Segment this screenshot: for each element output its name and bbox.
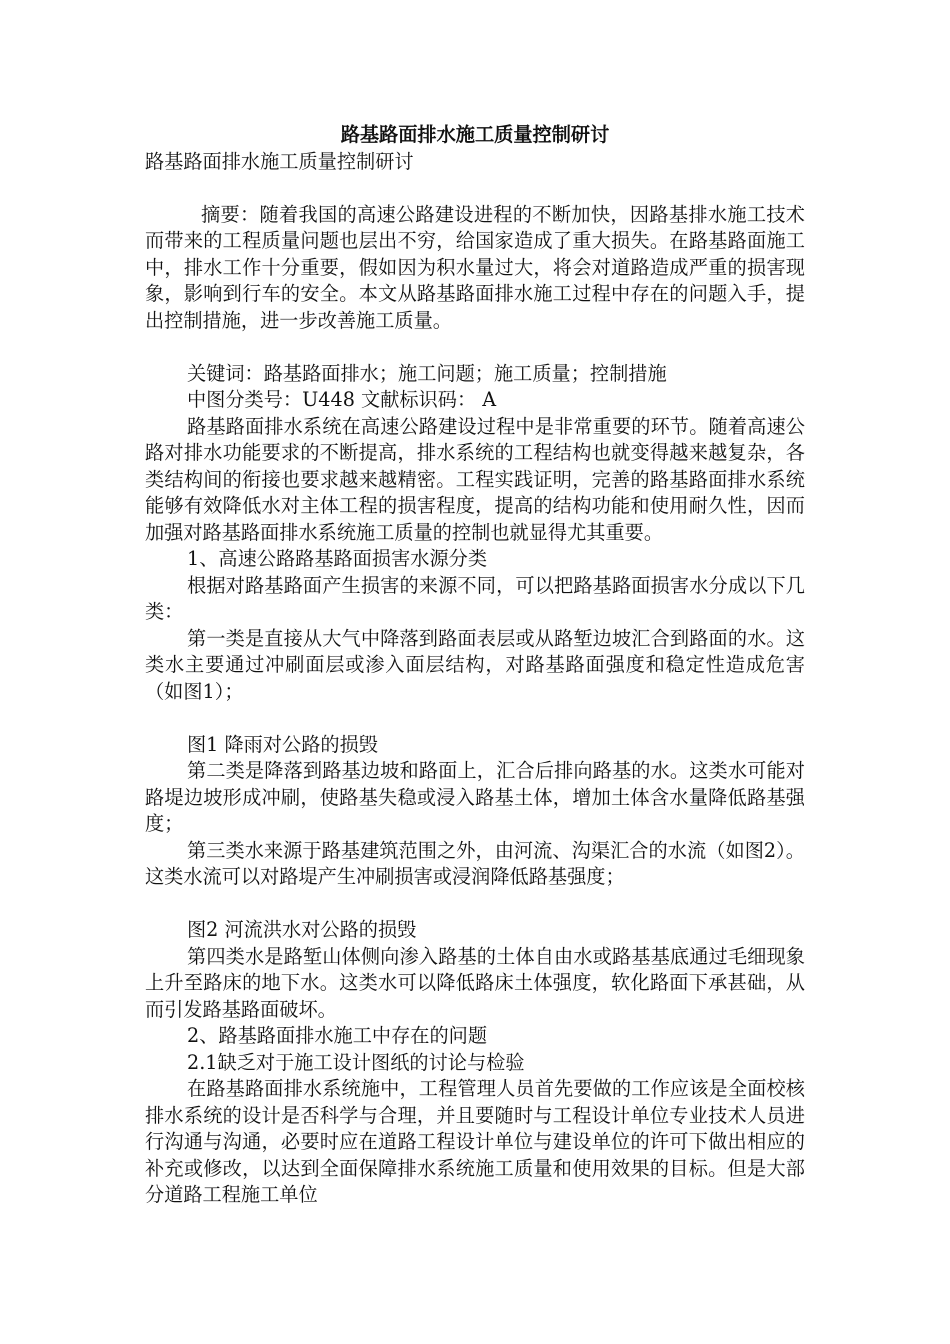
document-subtitle: 路基路面排水施工质量控制研讨: [145, 149, 414, 173]
blank-line: [145, 891, 805, 918]
abstract-paragraph: 摘要：随着我国的高速公路建设进程的不断加快，因路基排水施工技术而带来的工程质量问题也层出不穷，给国家造成了重大损失。在路基路面施工中，排水工作十分重要，假如因为积水量过大，将会对道路造成严重的损害现象，影响到行车的安全。本文从路基路面排水施工过程中存在的问题入手，提出控制措施，进一步改善施工质量。: [145, 202, 805, 332]
body-paragraph: 第二类是降落到路基边坡和路面上，汇合后排向路基的水。这类水可能对路堤边坡形成冲刷，使路基失稳或浸入路基土体，增加土体含水量降低路基强度；: [145, 759, 805, 835]
section-heading: 2、路基路面排水施工中存在的问题: [187, 1024, 488, 1047]
body-paragraph: 第一类是直接从大气中降落到路面表层或从路堑边坡汇合到路面的水。这类水主要通过冲刷面层或渗入面层结构，对路基路面强度和稳定性造成危害（如图1）；: [145, 626, 805, 703]
blank-line: [145, 705, 805, 732]
document-page: [145, 122, 805, 1209]
body-paragraph: 第四类水是路堑山体侧向渗入路基的土体自由水或路基基底通过毛细现象上升至路床的地下水。这类水可以降低路床土体强度，软化路面下承甚础，从而引发路基路面破坏。: [145, 944, 805, 1021]
classification-line: 中图分类号：U448 文献标识码： A: [187, 388, 497, 411]
blank-line: [145, 334, 805, 361]
section-heading: 1、高速公路路基路面损害水源分类: [187, 547, 488, 570]
keywords-line: 关键词：路基路面排水；施工问题；施工质量；控制措施: [187, 361, 667, 385]
body-paragraph: 在路基路面排水系统施中，工程管理人员首先要做的工作应该是全面校核排水系统的设计是否科学与合理，并且要随时与工程设计单位专业技术人员进行沟通与沟通，必要时应在道路工程设计单位与建设单位的许可下做出相应的补充或修改，以达到全面保障排水系统施工质量和使用效果的目标。但是大部分道路工程施工单位: [145, 1077, 805, 1206]
subsection-heading: 2.1缺乏对于施工设计图纸的讨论与检验: [187, 1050, 525, 1074]
figure-caption: 图2 河流洪水对公路的损毁: [187, 918, 417, 941]
document-title: 路基路面排水施工质量控制研讨: [340, 123, 610, 146]
blank-line: [145, 175, 805, 202]
figure-caption: 图1 降雨对公路的损毁: [187, 732, 378, 756]
body-paragraph: 路基路面排水系统在高速公路建设过程中是非常重要的环节。随着高速公路对排水功能要求的不断提高，排水系统的工程结构也就变得越来越复杂，各类结构间的衔接也要求越来越精密。工程实践证明，完善的路基路面排水系统能够有效降低水对主体工程的损害程度，提高的结构功能和使用耐久性，因而加强对路基路面排水系统施工质量的控制也就显得尤其重要。: [145, 414, 805, 544]
body-paragraph: 第三类水来源于路基建筑范围之外，由河流、沟渠汇合的水流（如图2）。这类水流可以对路堤产生冲刷损害或浸润降低路基强度；: [145, 838, 805, 888]
body-paragraph: 根据对路基路面产生损害的来源不同，可以把路基路面损害水分成以下几类：: [145, 573, 805, 623]
